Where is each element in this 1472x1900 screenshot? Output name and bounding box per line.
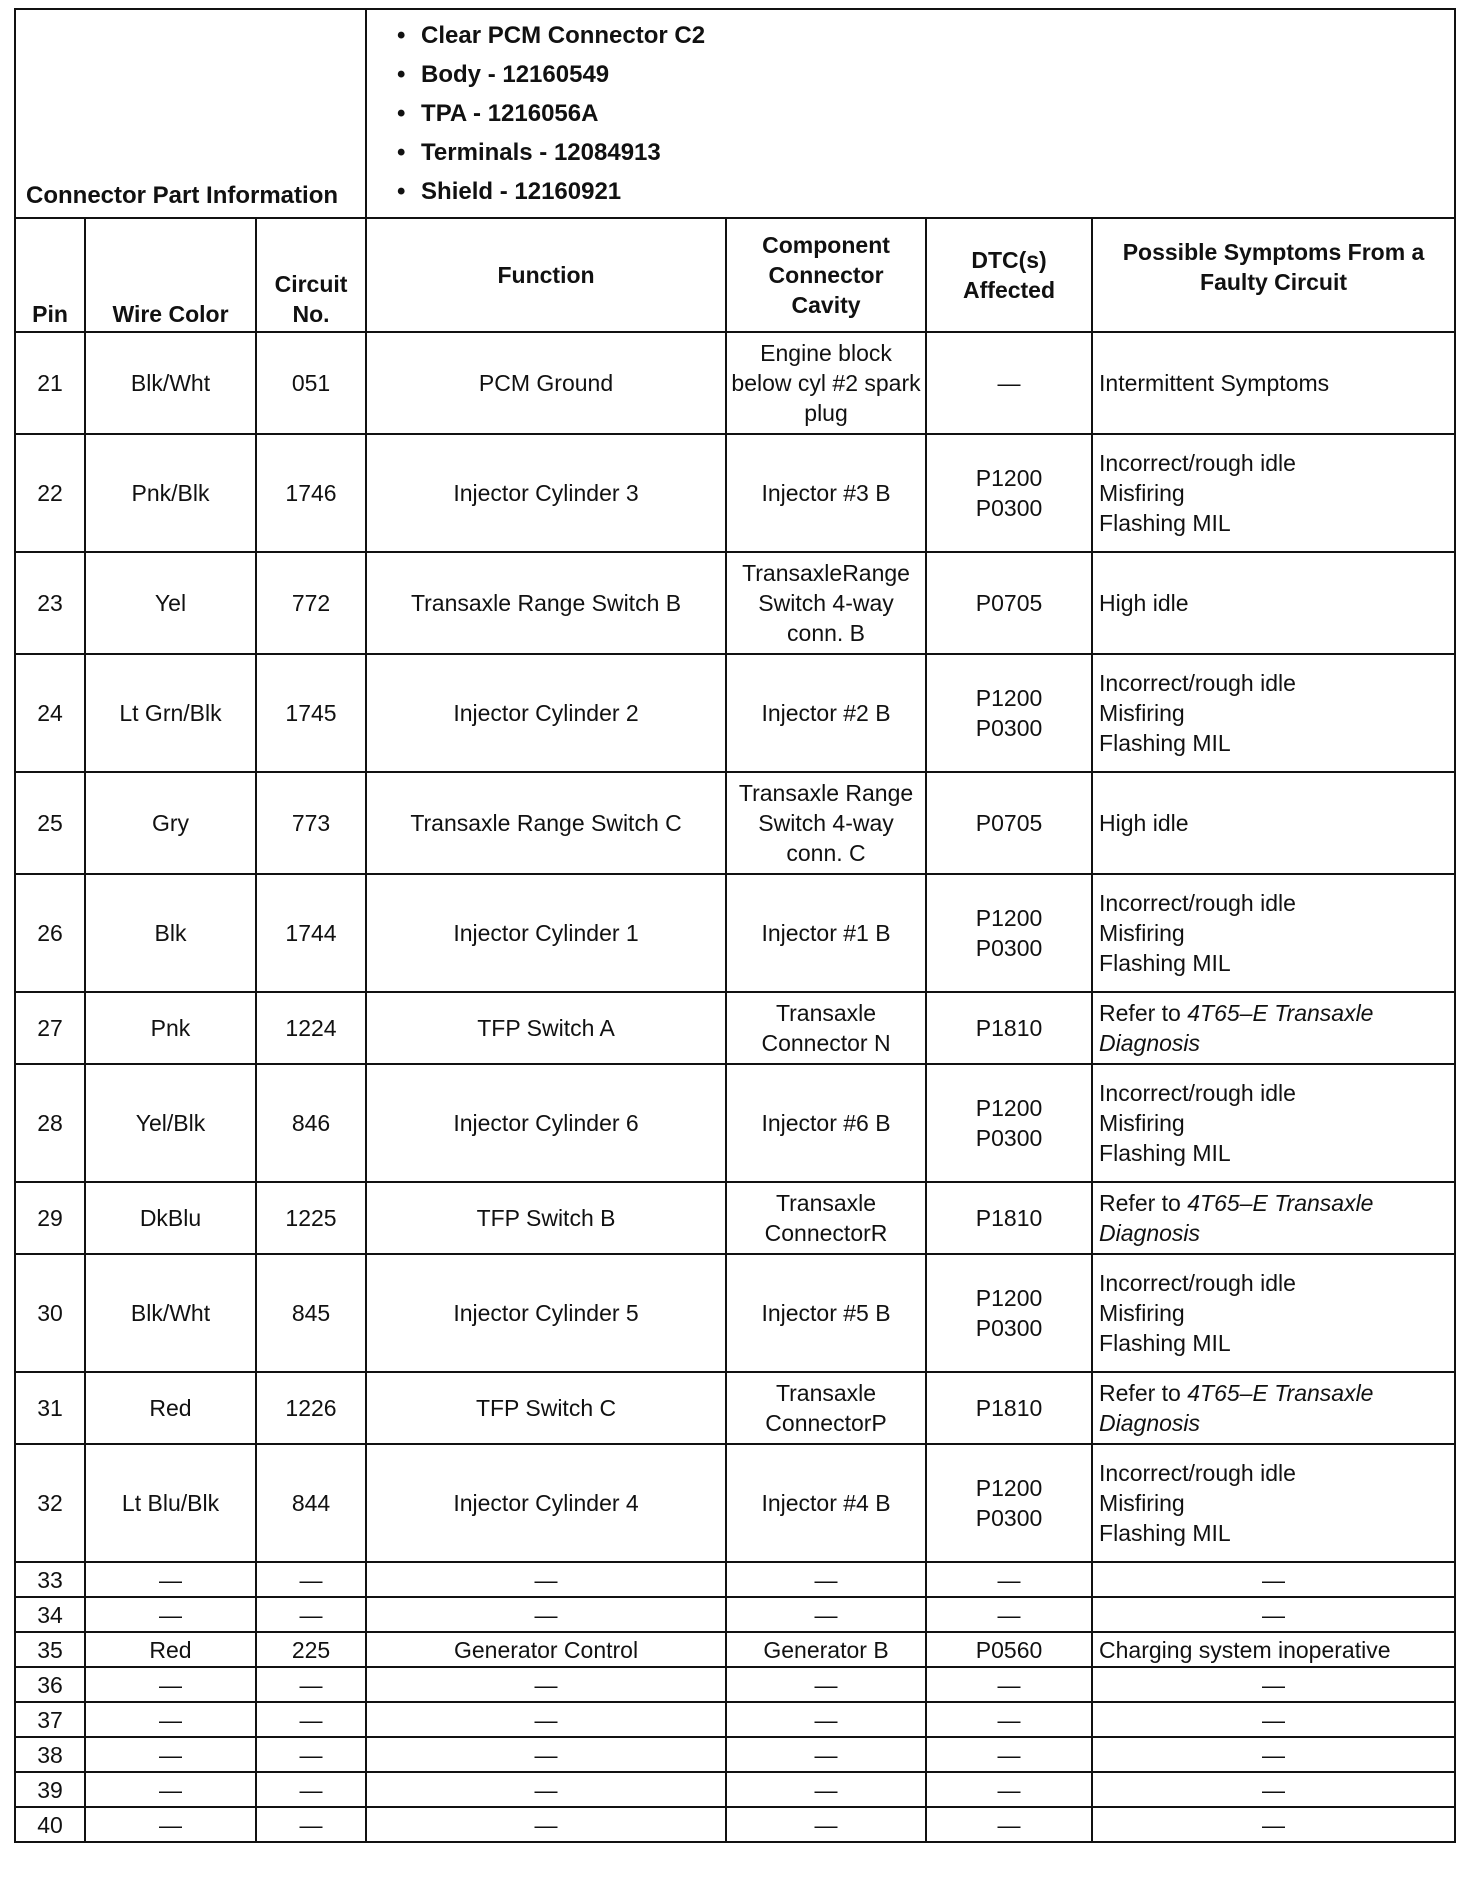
pin-cell: 33 <box>15 1562 85 1597</box>
pin-cell: 21 <box>15 332 85 434</box>
dtc-code: — <box>997 1741 1021 1768</box>
dtc-code: P0560 <box>975 1636 1043 1663</box>
col-header-wire-color: Wire Color <box>85 218 256 332</box>
pin-cell: 35 <box>15 1632 85 1667</box>
dtc-code: P0705 <box>975 590 1043 616</box>
connector-part-info-row <box>15 9 1455 218</box>
symptoms-cell <box>1092 1772 1455 1807</box>
cavity-cell: Transaxle ConnectorR <box>726 1182 926 1254</box>
dtc-code: P0300 <box>975 1315 1043 1341</box>
cavity-cell: Generator B <box>726 1632 926 1667</box>
symptoms-cell <box>1092 772 1455 874</box>
symptom-line: Flashing MIL <box>1099 950 1231 976</box>
dtc-code: P0300 <box>975 715 1043 741</box>
table-row <box>15 1254 1455 1372</box>
function-cell: Injector Cylinder 2 <box>366 654 726 772</box>
dtc-cell <box>926 1702 1092 1737</box>
symptom-line: — <box>1262 1776 1286 1803</box>
function-cell: TFP Switch A <box>366 992 726 1064</box>
cavity-cell: — <box>726 1597 926 1632</box>
cavity-cell: Injector #4 B <box>726 1444 926 1562</box>
symptom-line: — <box>1262 1741 1286 1768</box>
wire-color-cell: — <box>85 1737 256 1772</box>
pin-cell: 27 <box>15 992 85 1064</box>
dtc-code: P1200 <box>975 685 1043 711</box>
wire-color-cell: Yel/Blk <box>85 1064 256 1182</box>
dtc-cell <box>926 1562 1092 1597</box>
pin-cell: 24 <box>15 654 85 772</box>
dtc-code: P1200 <box>975 1475 1043 1501</box>
circuit-cell: — <box>256 1772 366 1807</box>
symptom-line: Incorrect/rough idle <box>1099 1270 1296 1296</box>
part-info-item: • Clear PCM Connector C2 <box>397 22 706 49</box>
symptom-line: Misfiring <box>1099 1300 1185 1326</box>
pin-cell: 28 <box>15 1064 85 1182</box>
wire-color-cell: — <box>85 1702 256 1737</box>
circuit-cell: — <box>256 1562 366 1597</box>
col-header-pin: Pin <box>15 218 85 332</box>
symptoms-cell <box>1092 1254 1455 1372</box>
pin-cell: 40 <box>15 1807 85 1842</box>
circuit-cell: 225 <box>256 1632 366 1667</box>
wire-color-cell: Yel <box>85 552 256 654</box>
symptom-line: Incorrect/rough idle <box>1099 1460 1296 1486</box>
table-body <box>15 332 1455 1842</box>
symptoms-cell <box>1092 1632 1455 1667</box>
pin-cell: 37 <box>15 1702 85 1737</box>
dtc-code: P0705 <box>975 810 1043 836</box>
cavity-cell: Injector #6 B <box>726 1064 926 1182</box>
pin-cell: 23 <box>15 552 85 654</box>
col-header-symptoms: Possible Symptoms From a Faulty Circuit <box>1092 218 1455 332</box>
table-row <box>15 552 1455 654</box>
pin-cell: 38 <box>15 1737 85 1772</box>
symptom-line: — <box>1262 1566 1286 1593</box>
circuit-cell: 051 <box>256 332 366 434</box>
dtc-cell <box>926 1064 1092 1182</box>
table-row <box>15 1737 1455 1772</box>
pin-cell: 26 <box>15 874 85 992</box>
table-row <box>15 1702 1455 1737</box>
dtc-cell <box>926 434 1092 552</box>
circuit-cell: 844 <box>256 1444 366 1562</box>
circuit-cell: 772 <box>256 552 366 654</box>
cavity-cell: Transaxle ConnectorP <box>726 1372 926 1444</box>
dtc-cell <box>926 1807 1092 1842</box>
table-row <box>15 772 1455 874</box>
symptoms-cell <box>1092 992 1455 1064</box>
symptom-line: — <box>1262 1671 1286 1698</box>
function-cell: Generator Control <box>366 1632 726 1667</box>
table-row <box>15 1064 1455 1182</box>
dtc-cell <box>926 332 1092 434</box>
symptom-line: Charging system inoperative <box>1099 1636 1391 1663</box>
symptom-line: Flashing MIL <box>1099 1520 1231 1546</box>
col-header-function: Function <box>366 218 726 332</box>
symptom-line: Misfiring <box>1099 480 1185 506</box>
table-row <box>15 332 1455 434</box>
function-cell: — <box>366 1737 726 1772</box>
circuit-cell: 1224 <box>256 992 366 1064</box>
circuit-cell: 1745 <box>256 654 366 772</box>
symptom-line: Flashing MIL <box>1099 730 1231 756</box>
symptom-line: Misfiring <box>1099 1490 1185 1516</box>
wire-color-cell: — <box>85 1772 256 1807</box>
function-cell: — <box>366 1667 726 1702</box>
cavity-cell: — <box>726 1737 926 1772</box>
symptoms-cell <box>1092 1667 1455 1702</box>
col-header-circuit: Circuit No. <box>256 218 366 332</box>
dtc-code: P1200 <box>975 1095 1043 1121</box>
table-row <box>15 1182 1455 1254</box>
dtc-cell <box>926 1667 1092 1702</box>
table-row <box>15 654 1455 772</box>
symptom-line: Misfiring <box>1099 920 1185 946</box>
dtc-code: — <box>997 1601 1021 1628</box>
dtc-cell <box>926 1597 1092 1632</box>
table-row <box>15 874 1455 992</box>
symptoms-cell <box>1092 552 1455 654</box>
dtc-cell <box>926 1182 1092 1254</box>
part-info-item: • Body - 12160549 <box>397 61 610 88</box>
pin-cell: 32 <box>15 1444 85 1562</box>
symptoms-cell <box>1092 1444 1455 1562</box>
table-row <box>15 434 1455 552</box>
circuit-cell: — <box>256 1702 366 1737</box>
function-cell: — <box>366 1772 726 1807</box>
function-cell: PCM Ground <box>366 332 726 434</box>
pin-cell: 30 <box>15 1254 85 1372</box>
connector-part-info-label: Connector Part Information <box>15 9 366 218</box>
circuit-cell: 845 <box>256 1254 366 1372</box>
table-row <box>15 1562 1455 1597</box>
symptom-line: Flashing MIL <box>1099 1140 1231 1166</box>
dtc-cell <box>926 1254 1092 1372</box>
cavity-cell: Injector #1 B <box>726 874 926 992</box>
symptoms-cell <box>1092 1597 1455 1632</box>
pin-cell: 36 <box>15 1667 85 1702</box>
symptom-line: Flashing MIL <box>1099 1330 1231 1356</box>
symptom-line: Incorrect/rough idle <box>1099 890 1296 916</box>
dtc-code: P0300 <box>975 1125 1043 1151</box>
dtc-code: P0300 <box>975 495 1043 521</box>
pin-cell: 39 <box>15 1772 85 1807</box>
part-info-item: • TPA - 1216056A <box>397 100 599 127</box>
dtc-cell <box>926 874 1092 992</box>
dtc-code: P1200 <box>975 1285 1043 1311</box>
wire-color-cell: — <box>85 1807 256 1842</box>
connector-table-page <box>14 8 1454 1843</box>
circuit-cell: 1226 <box>256 1372 366 1444</box>
dtc-code: P1810 <box>975 1205 1043 1231</box>
cavity-cell: — <box>726 1667 926 1702</box>
wire-color-cell: Blk <box>85 874 256 992</box>
function-cell: Injector Cylinder 1 <box>366 874 726 992</box>
wire-color-cell: Blk/Wht <box>85 332 256 434</box>
symptoms-cell <box>1092 1737 1455 1772</box>
part-info-item: • Shield - 12160921 <box>397 178 622 205</box>
dtc-code: — <box>997 1811 1021 1838</box>
circuit-cell: — <box>256 1807 366 1842</box>
circuit-cell: — <box>256 1667 366 1702</box>
table-row <box>15 1772 1455 1807</box>
cavity-cell: Injector #2 B <box>726 654 926 772</box>
wire-color-cell: Lt Grn/Blk <box>85 654 256 772</box>
dtc-code: P0300 <box>975 1505 1043 1531</box>
table-row <box>15 1444 1455 1562</box>
function-cell: TFP Switch C <box>366 1372 726 1444</box>
connector-info-table <box>14 8 1456 1843</box>
symptoms-cell <box>1092 434 1455 552</box>
cavity-cell: TransaxleRange Switch 4-way conn. B <box>726 552 926 654</box>
table-row <box>15 1632 1455 1667</box>
circuit-cell: 1225 <box>256 1182 366 1254</box>
symptom-line: High idle <box>1099 810 1189 836</box>
column-header-row <box>15 218 1455 332</box>
symptoms-cell <box>1092 1182 1455 1254</box>
symptom-line: Incorrect/rough idle <box>1099 670 1296 696</box>
function-cell: — <box>366 1562 726 1597</box>
col-header-dtc: DTC(s) Affected <box>926 218 1092 332</box>
dtc-cell <box>926 1444 1092 1562</box>
table-row <box>15 992 1455 1064</box>
cavity-cell: Engine block below cyl #2 spark plug <box>726 332 926 434</box>
symptom-line: — <box>1262 1601 1286 1628</box>
function-cell: — <box>366 1597 726 1632</box>
symptoms-cell <box>1092 1064 1455 1182</box>
dtc-code: — <box>997 1776 1021 1803</box>
dtc-cell <box>926 992 1092 1064</box>
function-cell: — <box>366 1807 726 1842</box>
symptoms-cell <box>1092 332 1455 434</box>
function-cell: — <box>366 1702 726 1737</box>
col-header-cavity: Component Connector Cavity <box>726 218 926 332</box>
cavity-cell: Injector #3 B <box>726 434 926 552</box>
dtc-code: P1200 <box>975 465 1043 491</box>
symptom-reference: Refer to 4T65–E Transaxle Diagnosis <box>1099 1380 1374 1436</box>
symptoms-cell <box>1092 874 1455 992</box>
table-row <box>15 1807 1455 1842</box>
dtc-cell <box>926 552 1092 654</box>
dtc-cell <box>926 772 1092 874</box>
dtc-cell <box>926 1772 1092 1807</box>
connector-part-info-list <box>366 9 1455 218</box>
function-cell: TFP Switch B <box>366 1182 726 1254</box>
function-cell: Injector Cylinder 4 <box>366 1444 726 1562</box>
dtc-cell <box>926 1372 1092 1444</box>
wire-color-cell: Pnk <box>85 992 256 1064</box>
symptoms-cell <box>1092 1372 1455 1444</box>
symptom-line: Incorrect/rough idle <box>1099 450 1296 476</box>
wire-color-cell: Red <box>85 1372 256 1444</box>
symptom-reference: Refer to 4T65–E Transaxle Diagnosis <box>1099 1000 1374 1056</box>
dtc-cell <box>926 1632 1092 1667</box>
pin-cell: 34 <box>15 1597 85 1632</box>
symptoms-cell <box>1092 654 1455 772</box>
wire-color-cell: — <box>85 1562 256 1597</box>
function-cell: Injector Cylinder 3 <box>366 434 726 552</box>
pin-cell: 31 <box>15 1372 85 1444</box>
pin-cell: 22 <box>15 434 85 552</box>
part-info-item: • Terminals - 12084913 <box>397 139 661 166</box>
table-row <box>15 1667 1455 1702</box>
symptoms-cell <box>1092 1562 1455 1597</box>
pin-cell: 25 <box>15 772 85 874</box>
function-cell: Injector Cylinder 6 <box>366 1064 726 1182</box>
wire-color-cell: Pnk/Blk <box>85 434 256 552</box>
function-cell: Transaxle Range Switch C <box>366 772 726 874</box>
dtc-code: P0300 <box>975 935 1043 961</box>
wire-color-cell: DkBlu <box>85 1182 256 1254</box>
dtc-code: — <box>997 1671 1021 1698</box>
symptom-line: Misfiring <box>1099 1110 1185 1136</box>
dtc-code: P1810 <box>975 1395 1043 1421</box>
wire-color-cell: Blk/Wht <box>85 1254 256 1372</box>
circuit-cell: 773 <box>256 772 366 874</box>
wire-color-cell: — <box>85 1667 256 1702</box>
symptom-line: — <box>1262 1706 1286 1733</box>
symptom-line: Misfiring <box>1099 700 1185 726</box>
function-cell: Transaxle Range Switch B <box>366 552 726 654</box>
circuit-cell: — <box>256 1597 366 1632</box>
circuit-cell: 846 <box>256 1064 366 1182</box>
dtc-cell <box>926 654 1092 772</box>
cavity-cell: — <box>726 1702 926 1737</box>
function-cell: Injector Cylinder 5 <box>366 1254 726 1372</box>
table-row <box>15 1597 1455 1632</box>
pin-cell: 29 <box>15 1182 85 1254</box>
circuit-cell: — <box>256 1737 366 1772</box>
dtc-code: P1200 <box>975 905 1043 931</box>
cavity-cell: Transaxle Connector N <box>726 992 926 1064</box>
symptom-line: High idle <box>1099 590 1189 616</box>
table-row <box>15 1372 1455 1444</box>
wire-color-cell: — <box>85 1597 256 1632</box>
cavity-cell: — <box>726 1772 926 1807</box>
circuit-cell: 1744 <box>256 874 366 992</box>
symptom-line: Incorrect/rough idle <box>1099 1080 1296 1106</box>
cavity-cell: — <box>726 1807 926 1842</box>
wire-color-cell: Lt Blu/Blk <box>85 1444 256 1562</box>
cavity-cell: — <box>726 1562 926 1597</box>
dtc-cell <box>926 1737 1092 1772</box>
dtc-code: — <box>997 370 1021 396</box>
dtc-code: — <box>997 1706 1021 1733</box>
wire-color-cell: Gry <box>85 772 256 874</box>
symptom-line: Intermittent Symptoms <box>1099 370 1330 396</box>
dtc-code: — <box>997 1566 1021 1593</box>
cavity-cell: Transaxle Range Switch 4-way conn. C <box>726 772 926 874</box>
symptom-reference: Refer to 4T65–E Transaxle Diagnosis <box>1099 1190 1374 1246</box>
symptom-line: — <box>1262 1811 1286 1838</box>
cavity-cell: Injector #5 B <box>726 1254 926 1372</box>
dtc-code: P1810 <box>975 1015 1043 1041</box>
symptoms-cell <box>1092 1702 1455 1737</box>
symptom-line: Flashing MIL <box>1099 510 1231 536</box>
symptoms-cell <box>1092 1807 1455 1842</box>
circuit-cell: 1746 <box>256 434 366 552</box>
wire-color-cell: Red <box>85 1632 256 1667</box>
